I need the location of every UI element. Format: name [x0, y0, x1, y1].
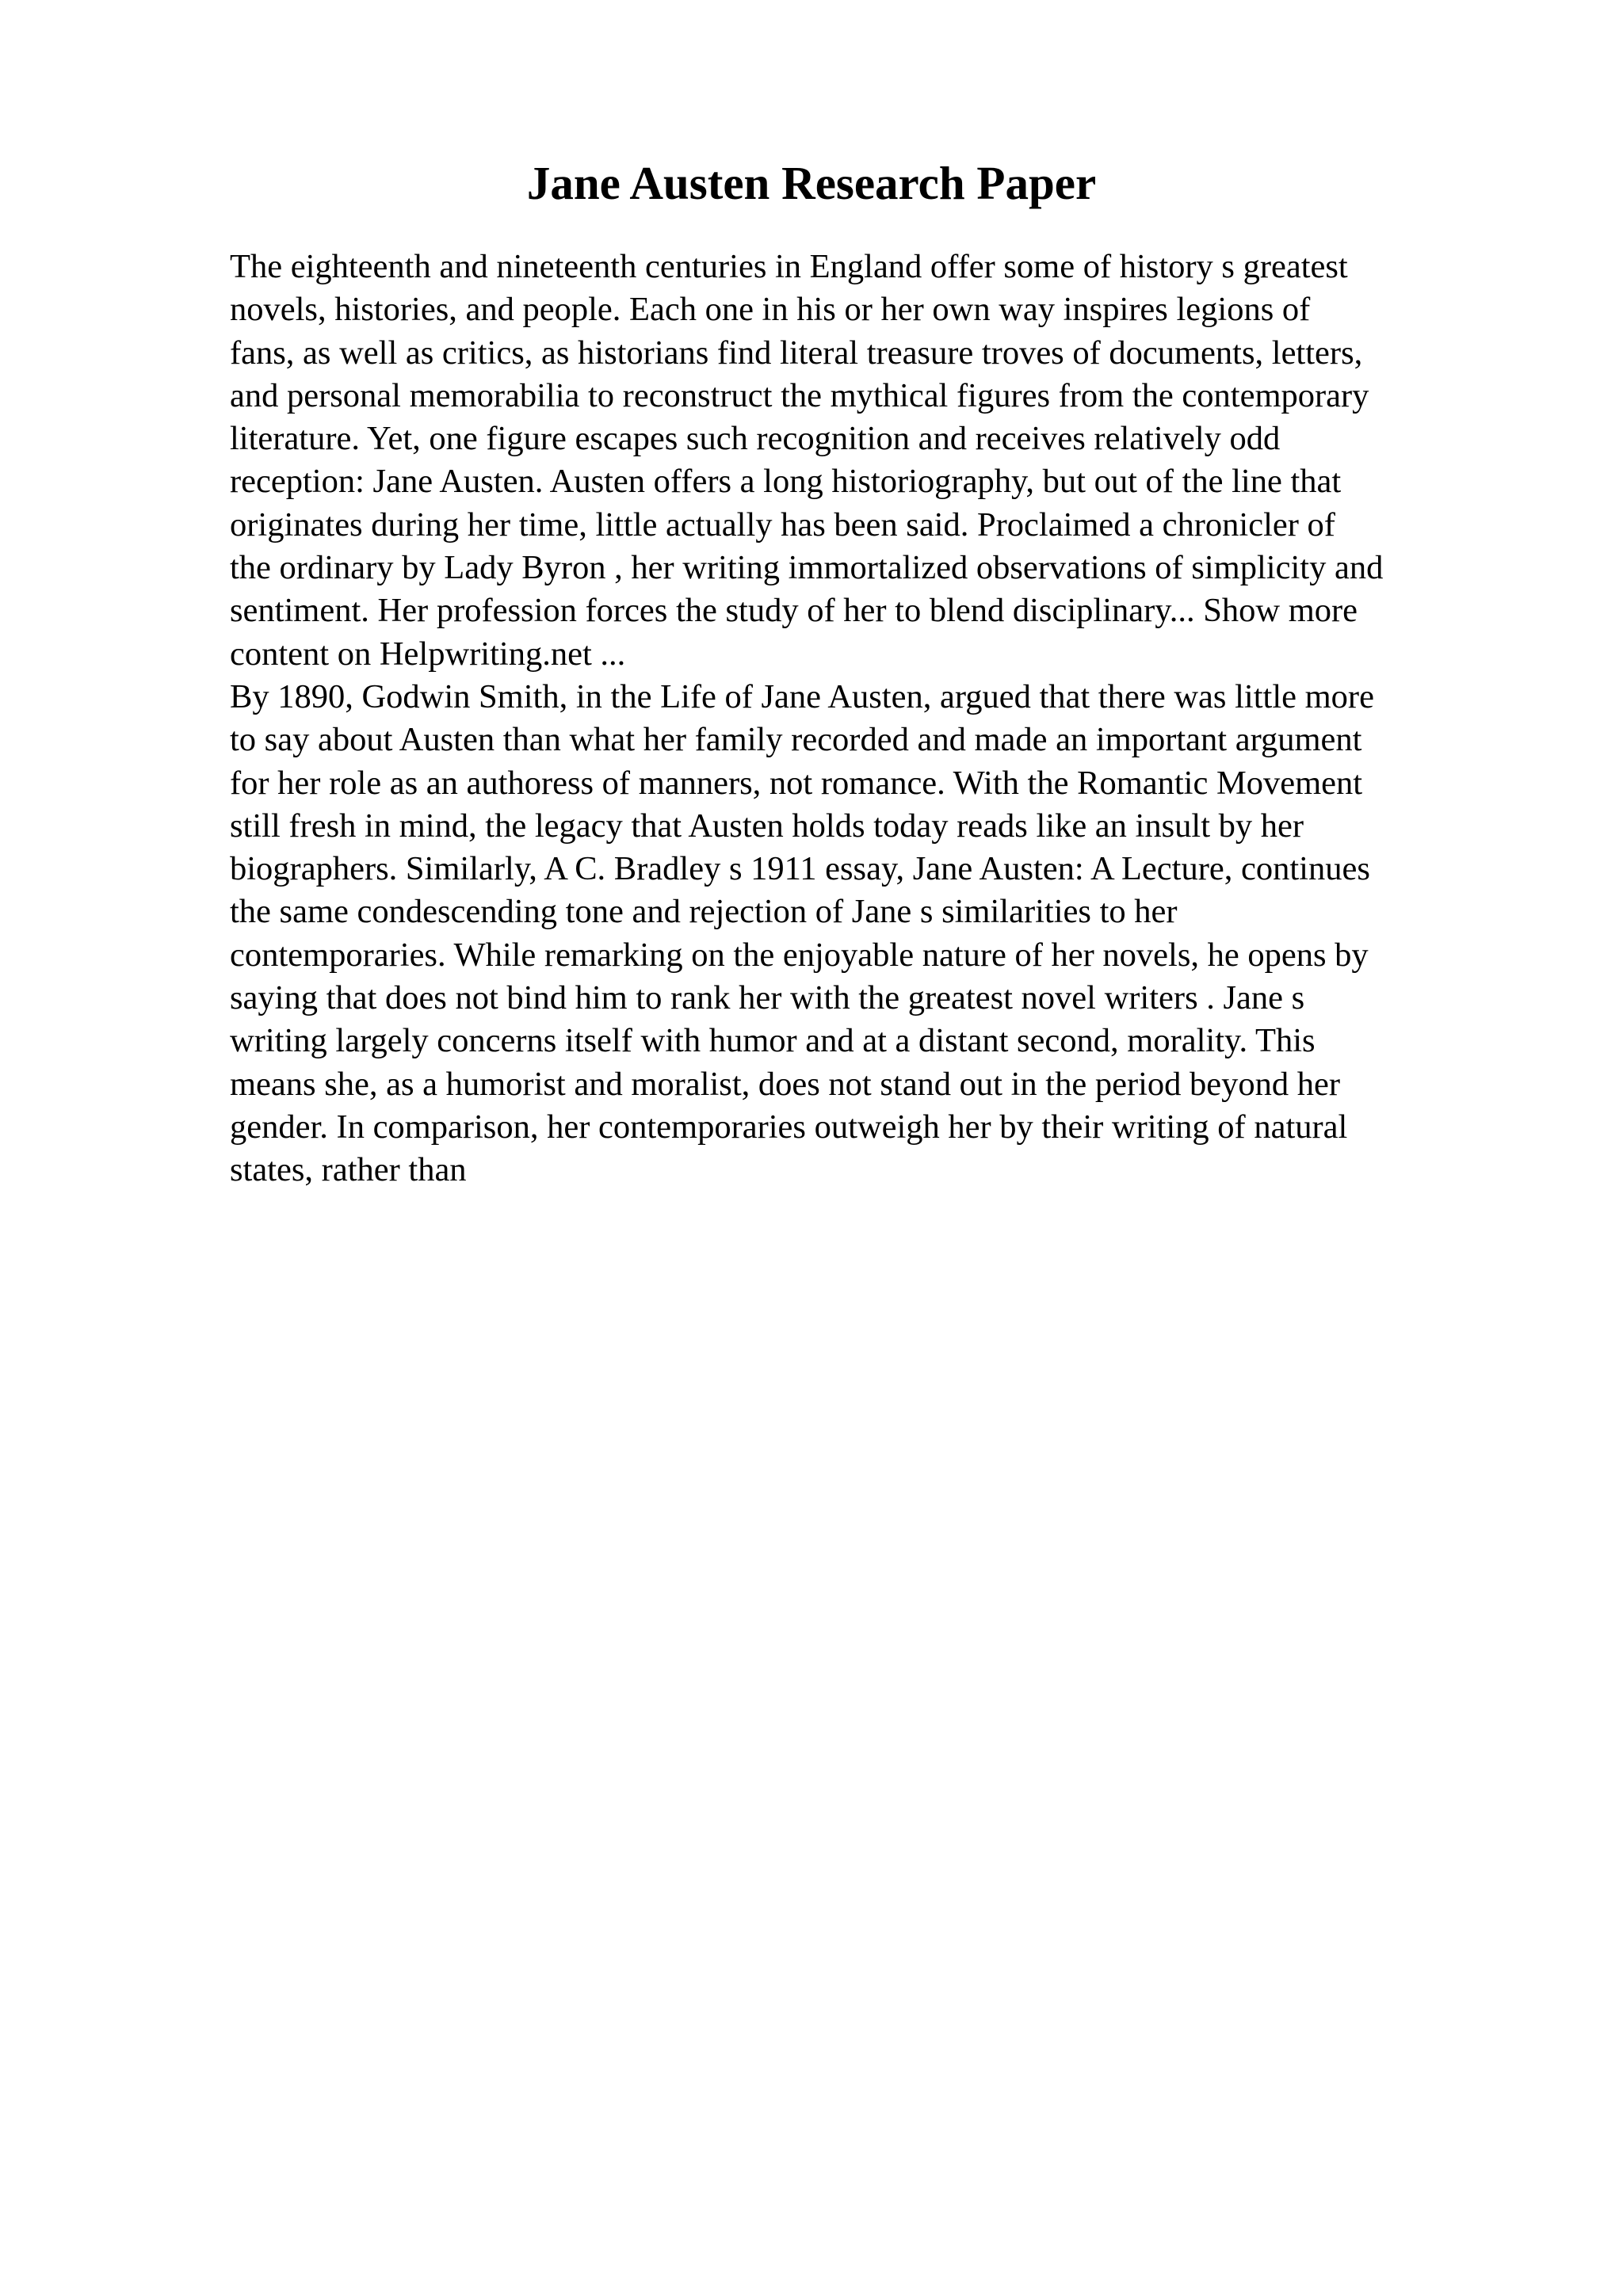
text-line: saying that does not bind him to rank her with the greatest novel writers . Jane s: [230, 979, 1305, 1017]
text-line: reception: Jane Austen. Austen offers a long historiography, but out of the line that: [230, 463, 1342, 501]
text-line: The eighteenth and nineteenth centuries in England offer some of history s greatest: [230, 248, 1348, 285]
text-line: novels, histories, and people. Each one in his or her own way inspires legions of: [230, 291, 1311, 329]
document-body: [230, 246, 1514, 1192]
paragraph-2: [230, 676, 1514, 1192]
text-line: the same condescending tone and rejection of Jane s similarities to her: [230, 893, 1178, 931]
text-line: contemporaries. While remarking on the enjoyable nature of her novels, he opens by: [230, 936, 1369, 974]
text-line: states, rather than: [230, 1151, 467, 1189]
text-line: means she, as a humorist and moralist, does not stand out in the period beyond her: [230, 1065, 1341, 1103]
text-line: and personal memorabilia to reconstruct the mythical figures from the contemporary: [230, 376, 1369, 414]
text-line: sentiment. Her profession forces the study of her to blend disciplinary... Show more: [230, 592, 1358, 630]
text-line: biographers. Similarly, A C. Bradley s 1911 essay, Jane Austen: A Lecture, continues: [230, 850, 1370, 888]
document-title: Jane Austen Research Paper: [526, 157, 1097, 209]
text-line: still fresh in mind, the legacy that Austen holds today reads like an insult by her: [230, 807, 1304, 845]
text-line: literature. Yet, one figure escapes such recognition and receives relatively odd: [230, 420, 1281, 458]
text-line: writing largely concerns itself with humor and at a distant second, morality. This: [230, 1022, 1316, 1060]
text-line: content on Helpwriting.net ...: [230, 635, 626, 673]
paragraph-1: [230, 246, 1514, 676]
text-line: originates during her time, little actually has been said. Proclaimed a chronicler of: [230, 505, 1335, 543]
text-line: the ordinary by Lady Byron , her writing immortalized observations of simplicity and: [230, 549, 1384, 587]
text-line: to say about Austen than what her family recorded and made an important argument: [230, 721, 1362, 759]
text-line: for her role as an authoress of manners, not romance. With the Romantic Movement: [230, 764, 1363, 802]
text-line: gender. In comparison, her contemporaries outweigh her by their writing of natural: [230, 1108, 1348, 1146]
text-line: By 1890, Godwin Smith, in the Life of Jane Austen, argued that there was little more: [230, 677, 1374, 715]
text-line: fans, as well as critics, as historians find literal treasure troves of documents, letters,: [230, 334, 1363, 372]
